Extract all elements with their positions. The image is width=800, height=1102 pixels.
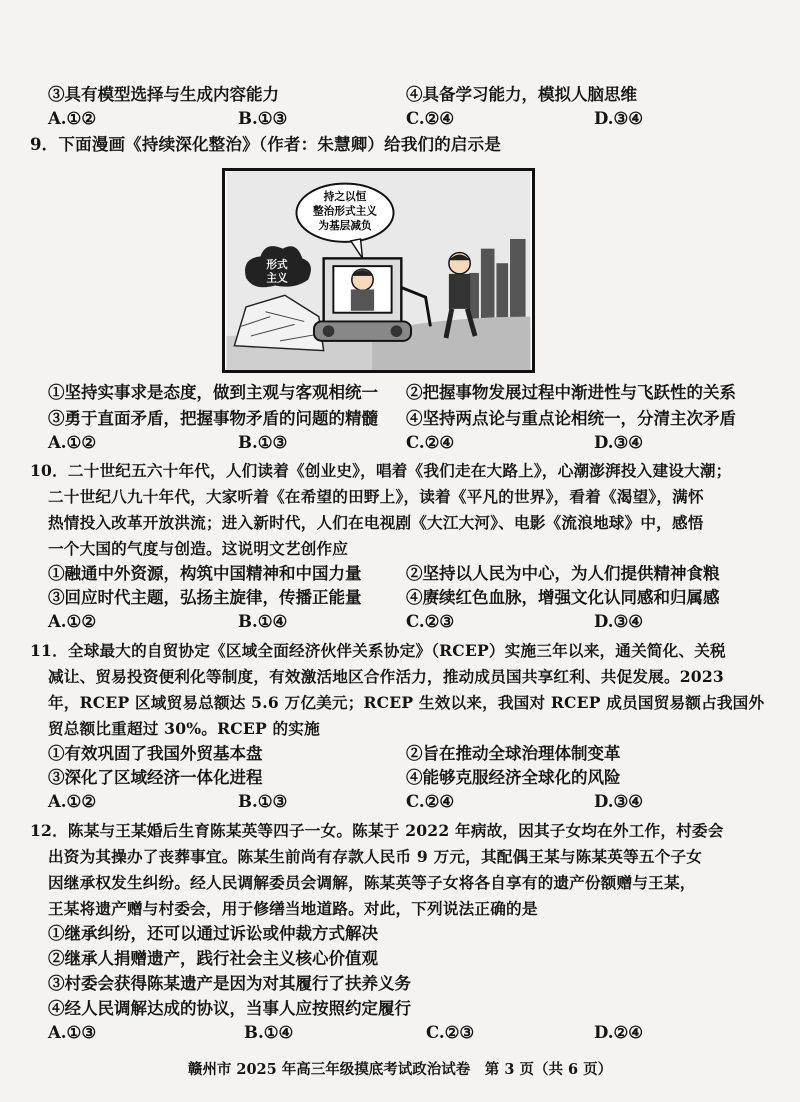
q12-option-4: ④经人民调解达成的协议，当事人应按照约定履行 — [48, 999, 411, 1018]
q11-choice-c: C.②④ — [406, 792, 455, 811]
q9-choice-a: A.①② — [48, 433, 97, 452]
prev-choice-d: D.③④ — [594, 109, 644, 128]
q12-stem-line-3: 因继承权发生纠纷。经人民调解委员会调解，陈某英等子女将各自享有的遗产份额赠与王某， — [48, 873, 696, 892]
q10-stem-line-3: 热情投入改革开放洪流；进入新时代，人们在电视剧《大江大河》、电影《流浪地球》中，感悟 — [48, 513, 704, 532]
q9-choice-d: D.③④ — [594, 433, 644, 452]
q9-stem: 9．下面漫画《持续深化整治》（作者：朱慧卿）给我们的启示是 — [30, 135, 502, 154]
q9-choice-b: B.①③ — [238, 433, 288, 452]
q12-stem-line-4: 王某将遗产赠与村委会，用于修缮当地道路。对此，下列说法正确的是 — [48, 899, 538, 918]
q10-choice-d: D.③④ — [594, 612, 644, 631]
q12-stem-line-2: 出资为其操办了丧葬事宜。陈某生前尚有存款人民币 9 万元，其配偶王某与陈某英等五个子女 — [48, 847, 703, 866]
q10-option-2: ②坚持以人民为中心，为人们提供精神食粮 — [406, 564, 720, 583]
q11-choice-d: D.③④ — [594, 792, 644, 811]
q9-option-2: ②把握事物发展过程中渐进性与飞跃性的关系 — [406, 383, 736, 402]
q12-choice-c: C.②③ — [426, 1023, 475, 1042]
q10-stem-line-1: 10．二十世纪五六十年代，人们读着《创业史》，唱着《我们走在大路上》，心潮澎湃投入建设大潮； — [30, 461, 732, 480]
bubble-line-1: 持之以恒 — [323, 191, 367, 204]
q12-option-1: ①继承纠纷，还可以通过诉讼或仲裁方式解决 — [48, 924, 378, 943]
q10-stem-line-4: 一个大国的气度与创造。这说明文艺创作应 — [48, 539, 349, 558]
prev-choice-c: C.②④ — [406, 109, 455, 128]
prev-option-3: ③具有模型选择与生成内容能力 — [48, 85, 279, 104]
q12-choice-d: D.②④ — [594, 1023, 644, 1042]
prev-choice-b: B.①③ — [238, 109, 288, 128]
q9-cartoon — [222, 168, 535, 373]
q10-option-1: ①融通中外资源，构筑中国精神和中国力量 — [48, 564, 362, 583]
q11-option-4: ④能够克服经济全球化的风险 — [406, 768, 621, 787]
q11-option-1: ①有效巩固了我国外贸基本盘 — [48, 744, 263, 763]
q9-option-4: ④坚持两点论与重点论相统一，分清主次矛盾 — [406, 409, 736, 428]
q12-option-2: ②继承人捐赠遗产，践行社会主义核心价值观 — [48, 949, 378, 968]
q12-choice-a: A.①③ — [48, 1023, 97, 1042]
cloud-label-1: 形式 — [266, 259, 288, 272]
driver — [351, 269, 374, 311]
cloud-label-2: 主义 — [266, 272, 288, 285]
bubble-line-3: 为基层减负 — [318, 220, 372, 233]
q11-option-2: ②旨在推动全球治理体制变革 — [406, 744, 621, 763]
q10-choice-c: C.②③ — [406, 612, 455, 631]
q11-option-3: ③深化了区域经济一体化进程 — [48, 768, 263, 787]
q10-option-4: ④赓续红色血脉，增强文化认同感和归属感 — [406, 588, 720, 607]
prev-choice-a: A.①② — [48, 109, 97, 128]
q11-stem-line-2: 减让、贸易投资便利化等制度，有效激活地区合作活力，推动成员国共享红利、共促发展。2023 — [48, 667, 724, 686]
q11-choice-b: B.①③ — [238, 792, 288, 811]
q9-option-1: ①坚持实事求是态度，做到主观与客观相统一 — [48, 383, 378, 402]
bubble-line-2: 整治形式主义 — [313, 205, 377, 218]
prev-option-4: ④具备学习能力，模拟人脑思维 — [406, 85, 637, 104]
q10-option-3: ③回应时代主题，弘扬主旋律，传播正能量 — [48, 588, 362, 607]
q12-option-3: ③村委会获得陈某遗产是因为对其履行了扶养义务 — [48, 974, 411, 993]
q12-stem-line-1: 12．陈某与王某婚后生育陈某英等四子一女。陈某于 2022 年病故，因其子女均在外工作，村委会 — [30, 821, 724, 840]
cartoon-illustration — [225, 171, 532, 370]
q10-choice-b: B.①④ — [238, 612, 288, 631]
q9-choice-c: C.②④ — [406, 433, 455, 452]
q11-stem-line-3: 年，RCEP 区域贸易总额达 5.6 万亿美元；RCEP 生效以来，我国对 RCEP 成员国贸易额占我国外 — [48, 693, 765, 712]
q11-choice-a: A.①② — [48, 792, 97, 811]
q10-choice-a: A.①② — [48, 612, 97, 631]
q9-option-3: ③勇于直面矛盾，把握事物矛盾的问题的精髓 — [48, 409, 378, 428]
q10-stem-line-2: 二十世纪八九十年代，大家听着《在希望的田野上》，读着《平凡的世界》，看着《渴望》，满怀 — [48, 487, 704, 506]
q12-choice-b: B.①④ — [244, 1023, 294, 1042]
page-footer: 赣州市 2025 年高三年级摸底考试政治试卷 第 3 页（共 6 页） — [187, 1061, 613, 1078]
q11-stem-line-4: 贸总额比重超过 30%。RCEP 的实施 — [48, 719, 320, 738]
q11-stem-line-1: 11．全球最大的自贸协定《区域全面经济伙伴关系协定》（RCEP）实施三年以来，通关简化、关税 — [30, 641, 726, 660]
